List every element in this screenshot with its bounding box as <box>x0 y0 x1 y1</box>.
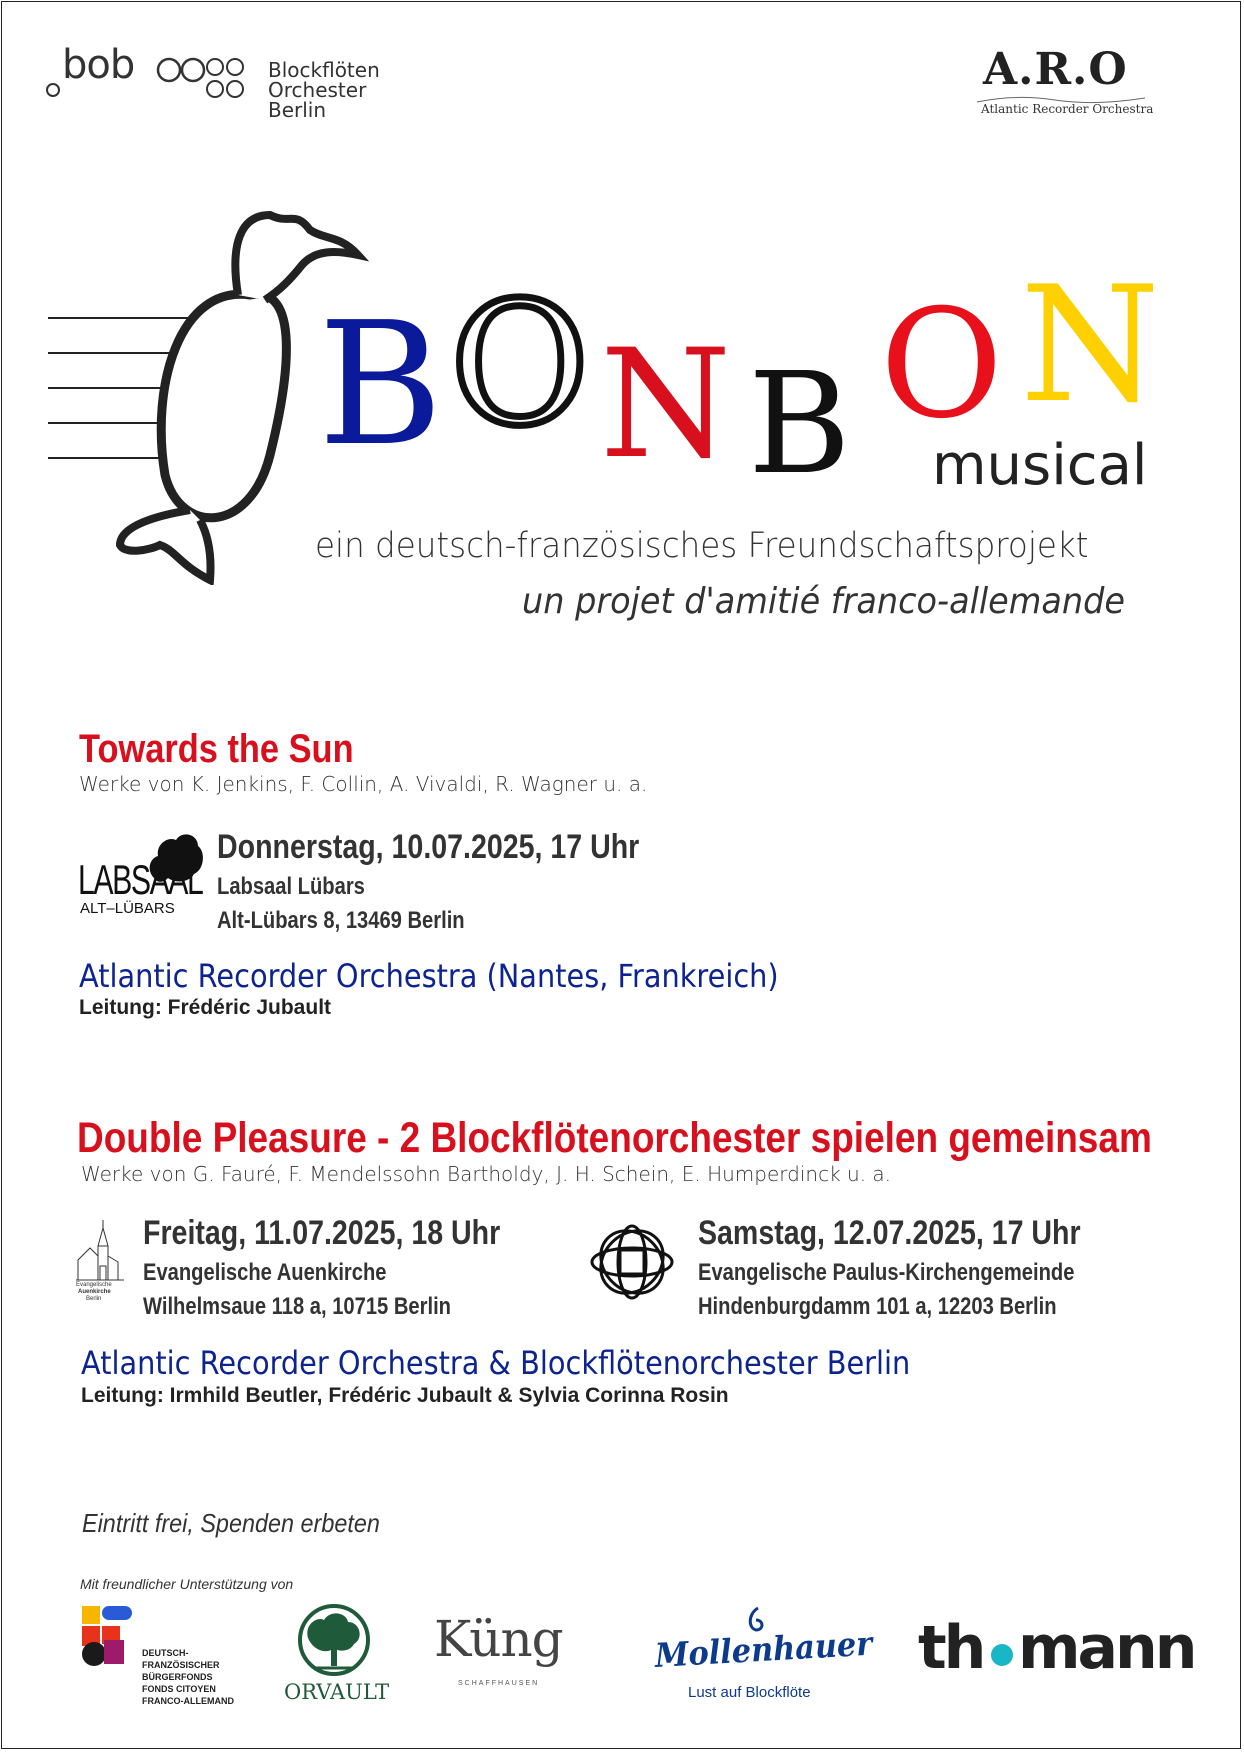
concert2-title: Double Pleasure - 2 Blockflötenorchester spielen gemeinsam <box>77 1114 1152 1162</box>
concert1-title: Towards the Sun <box>79 727 354 771</box>
orvault-label: ORVAULT <box>284 1680 390 1704</box>
auenkirche-logo <box>76 1218 126 1308</box>
concert1-address: Alt-Lübars 8, 13469 Berlin <box>217 907 465 934</box>
bob-line2: Orchester <box>268 78 367 102</box>
concert1-works: Werke von K. Jenkins, F. Collin, A. Vivaldi, R. Wagner u. a. <box>79 772 648 796</box>
sponsor-dfb <box>80 1604 240 1704</box>
title-letter-o1: O <box>450 266 590 464</box>
eventB-venue: Evangelische Paulus-Kirchengemeinde <box>698 1259 1075 1286</box>
auenkirche-caption-1: Evangelische <box>76 1282 112 1288</box>
church-icon <box>76 1218 126 1282</box>
sponsor-kueng <box>432 1610 562 1690</box>
subtitle-fr: un projet d'amitié franco-allemande <box>522 581 1125 622</box>
kueng-label: Küng <box>434 1610 563 1668</box>
labsaal-logo-bottom: ALT–LÜBARS <box>80 900 175 917</box>
dfb-logo-icon <box>80 1604 146 1670</box>
title-letter-n2: N <box>1020 251 1160 438</box>
bob-logo <box>46 44 426 124</box>
eventB-address: Hindenburgdamm 101 a, 12203 Berlin <box>698 1293 1057 1320</box>
title-letter-n1: N <box>600 318 732 492</box>
dfb-line-5: FRANCO-ALLEMAND <box>142 1696 234 1706</box>
dfb-line-4: FONDS CITOYEN <box>142 1684 216 1694</box>
concert1-venue: Labsaal Lübars <box>217 873 365 900</box>
sponsor-thomann <box>918 1613 1198 1688</box>
concert2-leader: Leitung: Irmhild Beutler, Frédéric Jubault & Sylvia Corinna Rosin <box>81 1384 729 1407</box>
concert1-date: Donnerstag, 10.07.2025, 17 Uhr <box>217 828 640 866</box>
concert2-works: Werke von G. Fauré, F. Mendelssohn Bartholdy, J. H. Schein, E. Humperdinck u. a. <box>81 1162 892 1186</box>
auenkirche-caption-3: Berlin <box>86 1296 102 1302</box>
thomann-label-b: mann <box>1018 1613 1195 1683</box>
thomann-label-a: th <box>918 1613 984 1683</box>
eventA-date: Freitag, 11.07.2025, 18 Uhr <box>143 1214 501 1252</box>
concert1-leader: Leitung: Frédéric Jubault <box>79 996 332 1019</box>
admission-note: Eintritt frei, Spenden erbeten <box>82 1508 380 1538</box>
labsaal-logo-top: LABSAAL <box>78 856 203 903</box>
mollenhauer-sub: Lust auf Blockflöte <box>688 1684 811 1701</box>
eventA-venue: Evangelische Auenkirche <box>143 1259 387 1286</box>
aro-caption: Atlantic Recorder Orchestra <box>981 102 1154 116</box>
kueng-sub: SCHAFFHAUSEN <box>458 1680 540 1687</box>
eventB-date: Samstag, 12.07.2025, 17 Uhr <box>698 1214 1081 1252</box>
sponsor-mollenhauer <box>652 1606 874 1702</box>
concert1-orchestra: Atlantic Recorder Orchestra (Nantes, Frankreich) <box>79 957 779 995</box>
support-note: Mit freundlicher Unterstützung von <box>80 1576 294 1592</box>
mollenhauer-label: Mollenhauer <box>654 1623 874 1675</box>
eventA-address: Wilhelmsaue 118 a, 10715 Berlin <box>143 1293 451 1320</box>
title-letter-b1: B <box>318 286 443 484</box>
title-musical: musical <box>932 433 1148 498</box>
dfb-line-1: DEUTSCH- <box>142 1648 189 1658</box>
aro-mark: A.R.O <box>983 44 1128 95</box>
bob-line3: Berlin <box>268 98 327 122</box>
bob-mark: bob <box>62 42 135 88</box>
paulus-emblem-icon <box>588 1222 676 1302</box>
bob-line1: Blockflöten <box>268 58 380 82</box>
aro-logo <box>975 44 1175 124</box>
labsaal-logo <box>76 830 201 920</box>
title-letter-b2: B <box>748 343 851 506</box>
orvault-tree-icon <box>294 1604 374 1676</box>
dfb-line-2: FRANZÖSISCHER <box>142 1660 220 1670</box>
auenkirche-caption-2: Auenkirche <box>78 1289 111 1295</box>
concert2-orchestra: Atlantic Recorder Orchestra & Blockflötenorchester Berlin <box>81 1344 911 1382</box>
dfb-line-3: BÜRGERFONDS <box>142 1672 213 1682</box>
title-letter-o2: O <box>880 278 1003 452</box>
sponsor-orvault <box>282 1604 392 1704</box>
subtitle-de: ein deutsch-französisches Freundschaftsprojekt <box>315 526 1089 566</box>
thomann-dot-icon <box>991 1644 1013 1666</box>
